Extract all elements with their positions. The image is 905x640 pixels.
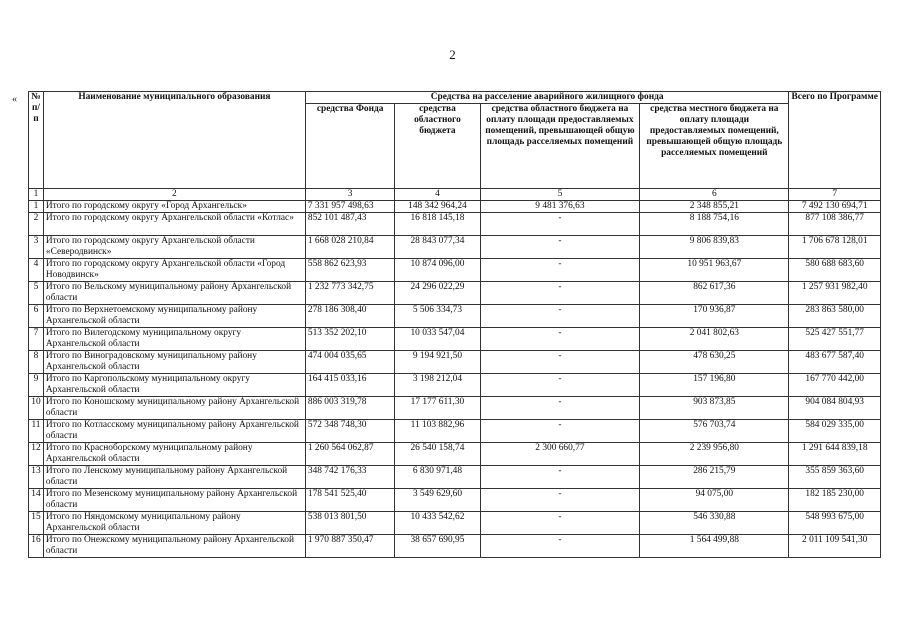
regional-excess-value: - <box>480 420 640 443</box>
total-value: 580 688 683,60 <box>789 259 881 282</box>
fund-value: 7 331 957 498,63 <box>305 201 394 213</box>
regional-excess-value: - <box>480 213 640 236</box>
row-number: 8 <box>29 351 44 374</box>
local-excess-value: 2 348 855,21 <box>640 201 789 213</box>
total-value: 877 108 386,77 <box>789 213 881 236</box>
row-number: 6 <box>29 305 44 328</box>
header-fund: средства Фонда <box>305 104 394 189</box>
municipality-name: Итого по Онежскому муниципальному району Архангельской области <box>43 535 305 558</box>
fund-value: 538 013 801,50 <box>305 512 394 535</box>
municipality-name: Итого по Вилегодскому муниципальному округу Архангельской области <box>43 328 305 351</box>
index-cell: 5 <box>480 189 640 201</box>
fund-value: 558 862 623,93 <box>305 259 394 282</box>
local-excess-value: 8 188 754,16 <box>640 213 789 236</box>
municipality-name: Итого по Каргопольскому муниципальному округу Архангельской области <box>43 374 305 397</box>
total-value: 167 770 442,00 <box>789 374 881 397</box>
regional-value: 5 506 334,73 <box>395 305 480 328</box>
row-number: 15 <box>29 512 44 535</box>
row-number: 16 <box>29 535 44 558</box>
local-excess-value: 286 215,79 <box>640 466 789 489</box>
header-local-excess: средства местного бюджета на оплату площади предоставляемых помещений, превышающей общую площадь расселяемых помещений <box>640 104 789 189</box>
fund-value: 886 003 319,78 <box>305 397 394 420</box>
regional-value: 6 830 971,48 <box>395 466 480 489</box>
index-cell: 1 <box>29 189 44 201</box>
local-excess-value: 862 617,36 <box>640 282 789 305</box>
table-row <box>29 351 881 374</box>
table-row <box>29 282 881 305</box>
row-number: 10 <box>29 397 44 420</box>
table-row <box>29 420 881 443</box>
table-row <box>29 305 881 328</box>
program-funding-table <box>28 91 881 558</box>
fund-value: 278 186 308,40 <box>305 305 394 328</box>
municipality-name: Итого по Мезенскому муниципальному району Архангельской области <box>43 489 305 512</box>
regional-value: 10 874 096,00 <box>395 259 480 282</box>
table-row <box>29 466 881 489</box>
page-number: 2 <box>449 47 456 62</box>
total-value: 283 863 580,00 <box>789 305 881 328</box>
regional-excess-value: - <box>480 397 640 420</box>
total-value: 525 427 551,77 <box>789 328 881 351</box>
regional-excess-value: 9 481 376,63 <box>480 201 640 213</box>
opening-quote-mark: « <box>12 94 17 105</box>
row-number: 7 <box>29 328 44 351</box>
row-number: 9 <box>29 374 44 397</box>
municipality-name: Итого по Няндомскому муниципальному району Архангельской области <box>43 512 305 535</box>
municipality-name: Итого по городскому округу Архангельской области «Котлас» <box>43 213 305 236</box>
local-excess-value: 10 951 963,67 <box>640 259 789 282</box>
fund-value: 348 742 176,33 <box>305 466 394 489</box>
regional-excess-value: - <box>480 351 640 374</box>
index-cell: 4 <box>395 189 480 201</box>
local-excess-value: 157 196,80 <box>640 374 789 397</box>
regional-value: 24 296 022,29 <box>395 282 480 305</box>
table-row <box>29 374 881 397</box>
header-row-1 <box>29 92 881 104</box>
total-value: 483 677 587,40 <box>789 351 881 374</box>
local-excess-value: 170 936,87 <box>640 305 789 328</box>
municipality-name: Итого по Ленскому муниципальному району Архангельской области <box>43 466 305 489</box>
local-excess-value: 9 806 839,83 <box>640 236 789 259</box>
regional-value: 10 033 547,04 <box>395 328 480 351</box>
header-total: Всего по Программе <box>789 92 881 189</box>
table-row <box>29 201 881 213</box>
fund-value: 513 352 202,10 <box>305 328 394 351</box>
total-value: 1 706 678 128,01 <box>789 236 881 259</box>
regional-excess-value: - <box>480 512 640 535</box>
total-value: 355 859 363,60 <box>789 466 881 489</box>
municipality-name: Итого по Красноборскому муниципальному району Архангельской области <box>43 443 305 466</box>
row-number: 5 <box>29 282 44 305</box>
row-number: 1 <box>29 201 44 213</box>
fund-value: 1 260 564 062,87 <box>305 443 394 466</box>
table-row <box>29 236 881 259</box>
regional-value: 17 177 611,30 <box>395 397 480 420</box>
regional-excess-value: - <box>480 305 640 328</box>
local-excess-value: 576 703,74 <box>640 420 789 443</box>
row-number: 2 <box>29 213 44 236</box>
fund-value: 474 004 035,65 <box>305 351 394 374</box>
fund-value: 1 970 887 350,47 <box>305 535 394 558</box>
municipality-name: Итого по городскому округу Архангельской области «Город Новодвинск» <box>43 259 305 282</box>
regional-excess-value: - <box>480 236 640 259</box>
municipality-name: Итого по Верхнетоемскому муниципальному району Архангельской области <box>43 305 305 328</box>
index-cell: 3 <box>305 189 394 201</box>
local-excess-value: 2 239 956,80 <box>640 443 789 466</box>
total-value: 2 011 109 541,30 <box>789 535 881 558</box>
regional-excess-value: - <box>480 328 640 351</box>
index-cell: 2 <box>43 189 305 201</box>
header-regional-excess: средства областного бюджета на оплату площади предоставляемых помещений, превышающей общую площадь расселяемых помещений <box>480 104 640 189</box>
header-regional: средства областного бюджета <box>395 104 480 189</box>
regional-excess-value: - <box>480 466 640 489</box>
regional-value: 9 194 921,50 <box>395 351 480 374</box>
regional-value: 11 103 882,96 <box>395 420 480 443</box>
fund-value: 178 541 525,40 <box>305 489 394 512</box>
header-num: № п/п <box>29 92 44 189</box>
local-excess-value: 546 330,88 <box>640 512 789 535</box>
row-number: 3 <box>29 236 44 259</box>
table-row <box>29 489 881 512</box>
regional-excess-value: - <box>480 259 640 282</box>
fund-value: 1 668 028 210,84 <box>305 236 394 259</box>
regional-excess-value: - <box>480 282 640 305</box>
header-municipality: Наименование муниципального образования <box>43 92 305 189</box>
index-cell: 7 <box>789 189 881 201</box>
municipality-name: Итого по Котласскому муниципальному району Архангельской области <box>43 420 305 443</box>
column-index-row <box>29 189 881 201</box>
local-excess-value: 903 873,85 <box>640 397 789 420</box>
total-value: 584 029 335,00 <box>789 420 881 443</box>
table-row <box>29 443 881 466</box>
fund-value: 164 415 033,16 <box>305 374 394 397</box>
row-number: 11 <box>29 420 44 443</box>
regional-value: 16 818 145,18 <box>395 213 480 236</box>
regional-excess-value: - <box>480 535 640 558</box>
local-excess-value: 94 075,00 <box>640 489 789 512</box>
municipality-name: Итого по городскому округу Архангельской области «Северодвинск» <box>43 236 305 259</box>
local-excess-value: 1 564 499,88 <box>640 535 789 558</box>
regional-excess-value: 2 300 660,77 <box>480 443 640 466</box>
row-number: 14 <box>29 489 44 512</box>
table-row <box>29 535 881 558</box>
municipality-name: Итого по Коношскому муниципальному району Архангельской области <box>43 397 305 420</box>
regional-value: 3 549 629,60 <box>395 489 480 512</box>
regional-value: 3 198 212,04 <box>395 374 480 397</box>
row-number: 4 <box>29 259 44 282</box>
regional-value: 148 342 964,24 <box>395 201 480 213</box>
regional-value: 10 433 542,62 <box>395 512 480 535</box>
local-excess-value: 2 041 802,63 <box>640 328 789 351</box>
regional-value: 38 657 690,95 <box>395 535 480 558</box>
municipality-name: Итого по Виноградовскому муниципальному району Архангельской области <box>43 351 305 374</box>
fund-value: 852 101 487,43 <box>305 213 394 236</box>
regional-excess-value: - <box>480 489 640 512</box>
total-value: 548 993 675,00 <box>789 512 881 535</box>
table-row <box>29 259 881 282</box>
index-cell: 6 <box>640 189 789 201</box>
row-number: 13 <box>29 466 44 489</box>
local-excess-value: 478 630,25 <box>640 351 789 374</box>
total-value: 1 291 644 839,18 <box>789 443 881 466</box>
regional-excess-value: - <box>480 374 640 397</box>
fund-value: 1 232 773 342,75 <box>305 282 394 305</box>
total-value: 1 257 931 982,40 <box>789 282 881 305</box>
header-group-title: Средства на расселение аварийного жилищного фонда <box>305 92 788 104</box>
regional-value: 28 843 077,34 <box>395 236 480 259</box>
municipality-name: Итого по городскому округу «Город Архангельск» <box>43 201 305 213</box>
table-row <box>29 328 881 351</box>
table-row <box>29 512 881 535</box>
total-value: 7 492 130 694,71 <box>789 201 881 213</box>
row-number: 12 <box>29 443 44 466</box>
fund-value: 572 348 748,30 <box>305 420 394 443</box>
table-row <box>29 213 881 236</box>
regional-value: 26 540 158,74 <box>395 443 480 466</box>
total-value: 182 185 230,00 <box>789 489 881 512</box>
municipality-name: Итого по Вельскому муниципальному району Архангельской области <box>43 282 305 305</box>
total-value: 904 084 804,93 <box>789 397 881 420</box>
table-row <box>29 397 881 420</box>
